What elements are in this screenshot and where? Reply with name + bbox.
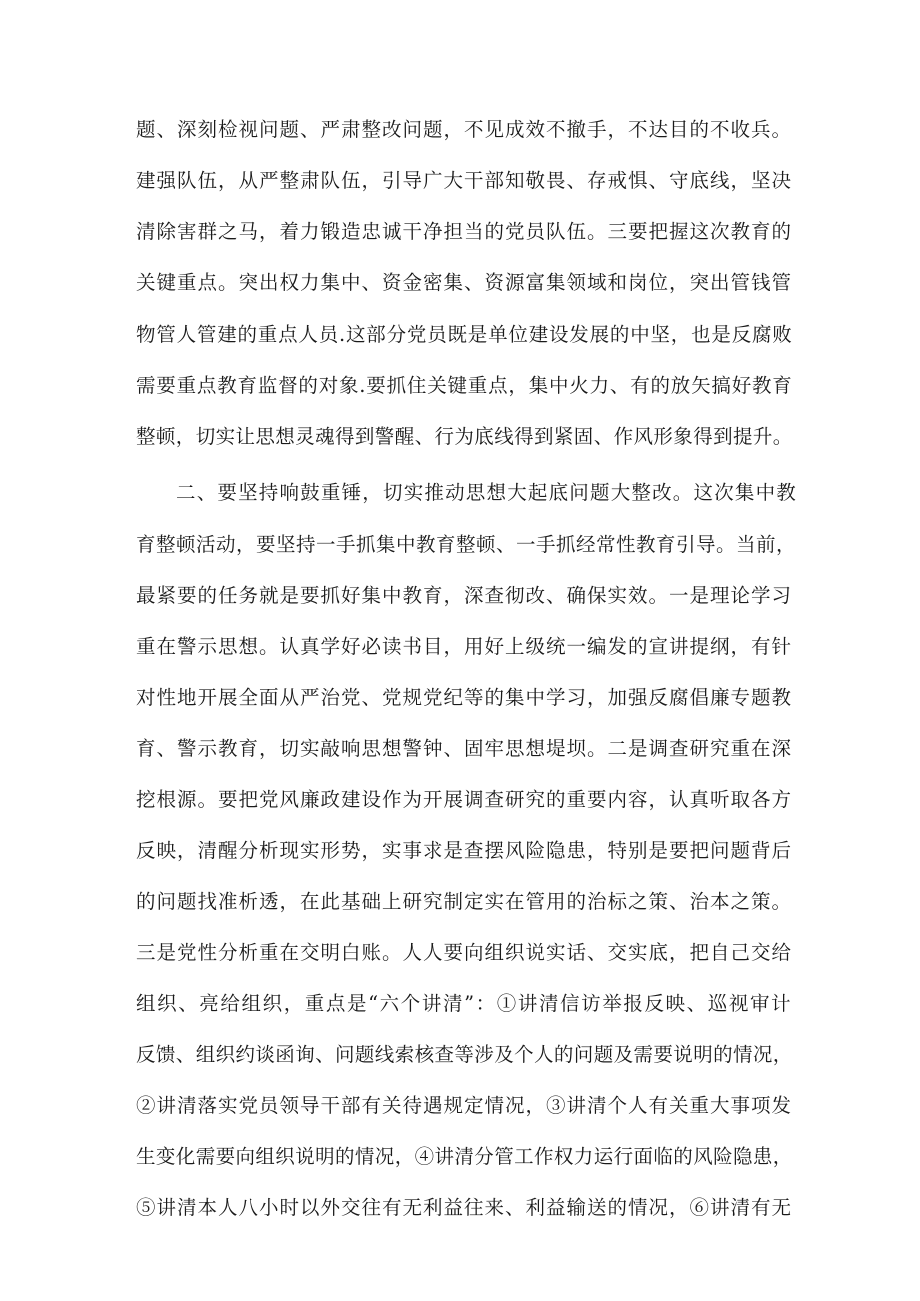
text-line: 最紧要的任务就是要抓好集中教育，深查彻改、确保实效。一是理论学习 bbox=[136, 584, 793, 607]
text-line: 物管人管建的重点人员.这部分党员既是单位建设发展的中坚，也是反腐败 bbox=[136, 323, 793, 346]
text-line: 二、要坚持响鼓重锤，切实推动思想大起底问题大整改。这次集中教 bbox=[176, 481, 798, 504]
text-line: 育整顿活动，要坚持一手抓集中教育整顿、一手抓经常性教育引导。当前， bbox=[136, 533, 797, 556]
text-line: 关键重点。突出权力集中、资金密集、资源富集领域和岗位，突出管钱管 bbox=[136, 271, 793, 294]
text-line: 挖根源。要把党风廉政建设作为开展调查研究的重要内容，认真听取各方 bbox=[136, 788, 793, 811]
text-line: 建强队伍，从严整肃队伍，引导广大干部知敬畏、存戒惧、守底线，坚决 bbox=[136, 169, 793, 192]
text-line: 需要重点教育监督的对象.要抓住关键重点，集中火力、有的放矢搞好教育 bbox=[136, 374, 793, 397]
text-line: 反馈、组织约谈函询、问题线索核查等涉及个人的问题及需要说明的情况， bbox=[136, 1043, 793, 1066]
text-line: 反映，清醒分析现实形势，实事求是查摆风险隐患，特别是要把问题背后 bbox=[136, 839, 793, 862]
text-line: 题、深刻检视问题、严肃整改问题，不见成效不撤手，不达目的不收兵。 bbox=[136, 118, 793, 141]
text-line: 育、警示教育，切实敲响思想警钟、固牢思想堤坝。二是调查研究重在深 bbox=[136, 737, 793, 760]
text-line: ⑤讲清本人八小时以外交往有无利益往来、利益输送的情况，⑥讲清有无 bbox=[136, 1196, 793, 1219]
text-line: 清除害群之马，着力锻造忠诚干净担当的党员队伍。三要把握这次教育的 bbox=[136, 220, 793, 243]
text-line: 三是党性分析重在交明白账。人人要向组织说实话、交实底，把自己交给 bbox=[136, 941, 793, 964]
text-line: 整顿，切实让思想灵魂得到警醒、行为底线得到紧固、作风形象得到提升。 bbox=[136, 425, 793, 448]
text-line: 生变化需要向组织说明的情况，④讲清分管工作权力运行面临的风险隐患， bbox=[136, 1145, 793, 1168]
text-line: 重在警示思想。认真学好必读书目，用好上级统一编发的宣讲提纲，有针 bbox=[136, 635, 793, 658]
text-line: 对性地开展全面从严治党、党规党纪等的集中学习，加强反腐倡廉专题教 bbox=[136, 686, 793, 709]
text-line: 的问题找准析透，在此基础上研究制定实在管用的治标之策、治本之策。 bbox=[136, 890, 793, 913]
text-line: 组织、亮给组织，重点是“六个讲清”：①讲清信访举报反映、巡视审计 bbox=[136, 992, 793, 1015]
text-line: ②讲清落实党员领导干部有关待遇规定情况，③讲清个人有关重大事项发 bbox=[136, 1094, 793, 1117]
